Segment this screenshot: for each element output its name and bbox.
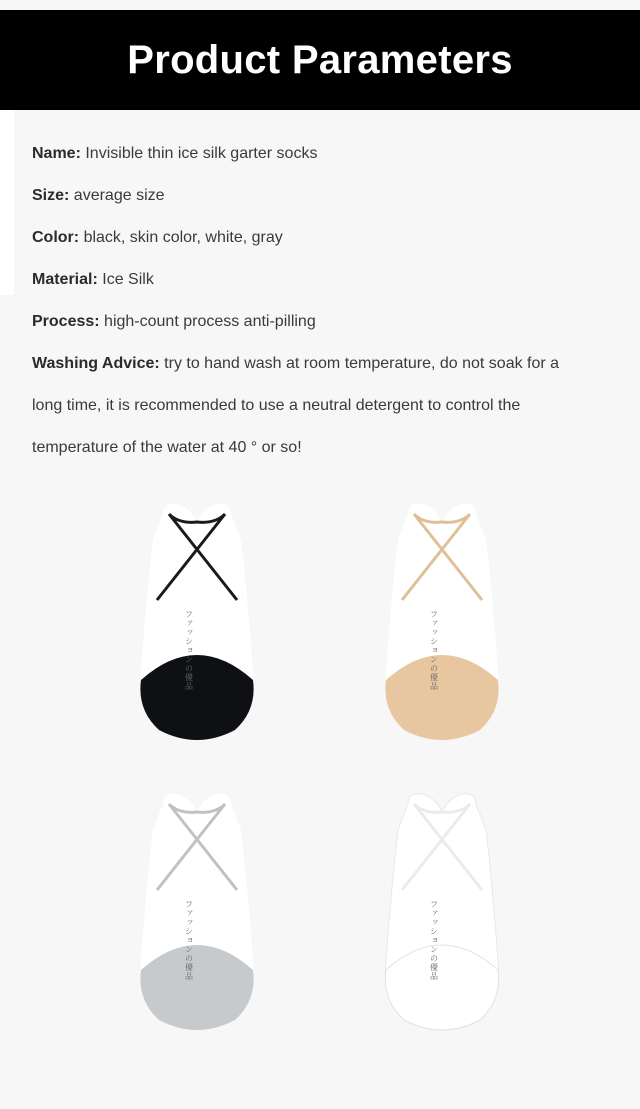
param-label: Color: — [32, 229, 80, 246]
param-label: Process: — [32, 313, 100, 330]
param-size — [32, 175, 617, 217]
param-label: Material: — [32, 271, 98, 288]
param-value: black, skin color, white, gray — [83, 229, 283, 246]
page-title: Product Parameters — [127, 37, 513, 82]
param-value: high-count process anti-pilling — [104, 313, 316, 330]
sock-image-gray — [135, 790, 260, 1040]
sock-print-text: ファッションの優品 — [184, 610, 194, 691]
sock-image-skin — [380, 500, 505, 750]
param-value: try to hand wash at room temperature, do not soak for a — [164, 355, 560, 372]
side-strip — [0, 110, 14, 295]
param-process — [32, 301, 617, 343]
param-washing-advice — [32, 343, 617, 469]
param-label: Size: — [32, 187, 70, 204]
sock-image-black — [135, 500, 260, 750]
washing-line-1 — [32, 343, 617, 385]
sock-print-text: ファッションの優品 — [429, 610, 439, 691]
washing-line-3: temperature of the water at 40 ° or so! — [32, 439, 302, 456]
param-material — [32, 259, 617, 301]
param-color — [32, 217, 617, 259]
param-label: Name: — [32, 145, 81, 162]
param-value: Invisible thin ice silk garter socks — [85, 145, 318, 162]
param-name — [32, 133, 617, 175]
param-value: Ice Silk — [102, 271, 154, 288]
param-value: average size — [73, 187, 165, 204]
sock-image-white — [380, 790, 505, 1040]
param-label: Washing Advice: — [32, 355, 160, 372]
sock-print-text: ファッションの優品 — [184, 900, 194, 981]
sock-print-text: ファッションの優品 — [429, 900, 439, 981]
product-parameters — [32, 133, 617, 469]
header-banner — [0, 10, 640, 110]
washing-line-2: long time, it is recommended to use a neutral detergent to control the — [32, 397, 521, 414]
